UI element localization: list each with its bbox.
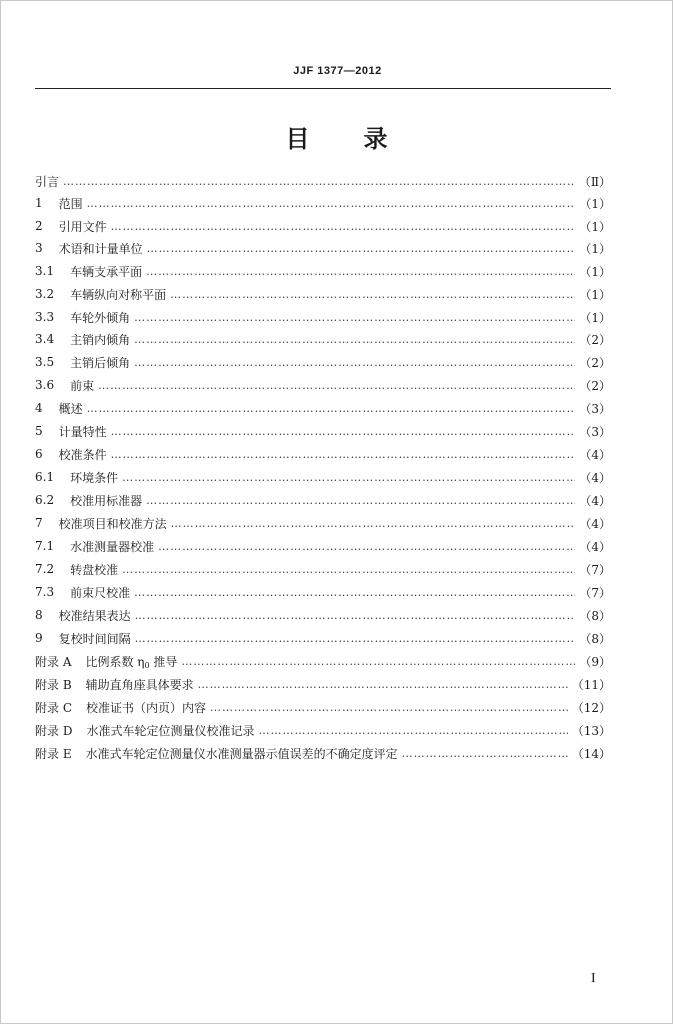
document-code: JJF 1377—2012 — [293, 65, 382, 77]
toc-entry-number: 3.4 — [35, 332, 55, 346]
toc-entry-page: （4） — [579, 493, 611, 508]
dot-leader — [63, 175, 575, 188]
dot-leader — [147, 242, 576, 255]
toc-entry-page: （9） — [579, 654, 611, 669]
toc-entry[interactable] — [35, 307, 611, 327]
toc-entry-number: 7.2 — [35, 562, 55, 576]
toc-entry[interactable] — [35, 193, 611, 213]
toc-entry-title: 范围 — [58, 196, 83, 211]
dot-leader — [170, 288, 575, 301]
toc-entry-title: 辅助直角座具体要求 — [85, 677, 194, 692]
toc-entry-page: （4） — [579, 470, 611, 485]
toc-entry-number: 7 — [35, 516, 43, 530]
dot-leader — [146, 494, 575, 507]
toc-entry-page: （3） — [579, 424, 611, 439]
toc-entry-number: 附录 E — [35, 746, 72, 761]
page-title — [1, 119, 673, 154]
dot-leader — [134, 586, 575, 599]
toc-entry[interactable] — [35, 490, 611, 510]
dot-leader — [98, 379, 575, 392]
dot-leader — [87, 197, 576, 210]
toc-entry-title: 比例系数 $\eta_0$ 推导 — [85, 654, 178, 670]
toc-entry-page: （11） — [571, 677, 611, 692]
toc-entry-number: 6.2 — [35, 493, 55, 507]
toc-entry-number: 6.1 — [35, 470, 55, 484]
toc-entry[interactable] — [35, 605, 611, 625]
toc-entry[interactable] — [35, 536, 611, 556]
dot-leader — [111, 220, 576, 233]
toc-entry-page: （2） — [579, 355, 611, 370]
dot-leader — [134, 333, 575, 346]
toc-entry-number: 7.1 — [35, 539, 55, 553]
toc-entry-title: 校准项目和校准方法 — [58, 516, 167, 531]
toc-entry[interactable] — [35, 444, 611, 464]
toc-entry[interactable] — [35, 171, 611, 191]
toc-entry-page: （1） — [579, 310, 611, 325]
toc-entry-page: （4） — [579, 516, 611, 531]
toc-entry-title: 水准式车轮定位测量仪水准测量器示值误差的不确定度评定 — [85, 746, 398, 761]
header-rule — [35, 88, 611, 89]
toc-entry-page: （8） — [579, 608, 611, 623]
dot-leader — [122, 471, 575, 484]
dot-leader — [134, 311, 575, 324]
toc-entry[interactable] — [35, 284, 611, 304]
toc-entry-title: 复校时间间隔 — [58, 631, 131, 646]
toc-entry-number: 3 — [35, 241, 43, 255]
toc-entry-page: （2） — [579, 332, 611, 347]
page-number: I — [591, 971, 596, 986]
toc-entry-number: 1 — [35, 196, 43, 210]
toc-entry[interactable] — [35, 238, 611, 258]
toc-entry[interactable] — [35, 720, 611, 740]
toc-entry-title: 转盘校准 — [70, 562, 119, 577]
toc-entry-number: 5 — [35, 424, 43, 438]
toc-entry-number: 9 — [35, 631, 43, 645]
toc-entry-title: 校准证书（内页）内容 — [86, 700, 207, 715]
dot-leader — [146, 265, 575, 278]
toc-entry-number: 附录 C — [35, 700, 72, 715]
toc-entry[interactable] — [35, 398, 611, 418]
toc-entry-number: 3.1 — [35, 264, 55, 278]
toc-entry-title: 车轮外倾角 — [70, 310, 131, 325]
toc-entry-page: （1） — [579, 264, 611, 279]
toc-entry[interactable] — [35, 261, 611, 281]
toc-entry-page: （1） — [579, 241, 611, 256]
dot-leader — [122, 563, 575, 576]
toc-entry-title: 引言 — [35, 174, 60, 189]
dot-leader — [111, 448, 576, 461]
toc-entry-number: 附录 A — [35, 654, 72, 669]
toc-entry-title: 水准式车轮定位测量仪校准记录 — [86, 723, 255, 738]
toc-entry[interactable] — [35, 216, 611, 236]
toc-entry-number: 附录 B — [35, 677, 72, 692]
toc-entry[interactable] — [35, 559, 611, 579]
toc-entry-title: 术语和计量单位 — [58, 241, 143, 256]
toc-entry-title: 前束 — [70, 378, 95, 393]
toc-entry-page: （1） — [579, 196, 611, 211]
toc-entry-title: 概述 — [58, 401, 83, 416]
toc-entry[interactable] — [35, 628, 611, 648]
toc-entry-number: 2 — [35, 219, 43, 233]
toc-entry-title: 引用文件 — [58, 219, 107, 234]
toc-entry-title: 环境条件 — [70, 470, 119, 485]
toc-entry-title: 校准结果表达 — [58, 608, 131, 623]
toc-entry-number: 4 — [35, 401, 43, 415]
toc-entry-number: 8 — [35, 608, 43, 622]
toc-entry-page: （Ⅱ） — [578, 174, 611, 189]
dot-leader — [135, 632, 576, 645]
toc-entry-page: （8） — [579, 631, 611, 646]
toc-entry-page: （3） — [579, 401, 611, 416]
toc-entry-page: （14） — [571, 746, 611, 761]
toc-entry-title: 车辆支承平面 — [70, 264, 143, 279]
toc-entry-page: （1） — [579, 287, 611, 302]
toc-entry-title: 主销后倾角 — [70, 355, 131, 370]
toc-entry-title: 前束尺校准 — [70, 585, 131, 600]
toc-entry[interactable] — [35, 651, 611, 671]
toc-entry-number: 3.5 — [35, 355, 55, 369]
toc-entry[interactable] — [35, 467, 611, 487]
title-char-1: 目 — [285, 125, 312, 153]
toc-entry-title: 水准测量器校准 — [70, 539, 155, 554]
toc-entry[interactable] — [35, 743, 611, 763]
toc-entry-page: （13） — [571, 723, 611, 738]
toc-entry[interactable] — [35, 421, 611, 441]
dot-leader — [171, 517, 576, 530]
toc-entry-title: 校准条件 — [58, 447, 107, 462]
dot-leader — [134, 356, 575, 369]
toc-entry[interactable] — [35, 375, 611, 395]
toc-entry-number: 7.3 — [35, 585, 55, 599]
dot-leader — [181, 655, 575, 668]
toc-entry-number: 6 — [35, 447, 43, 461]
toc-entry-title: 计量特性 — [58, 424, 107, 439]
title-char-2: 录 — [363, 125, 390, 153]
toc-entry[interactable] — [35, 582, 611, 602]
toc-entry[interactable] — [35, 674, 611, 694]
toc-entry-number: 3.6 — [35, 378, 55, 392]
toc-entry-title: 车辆纵向对称平面 — [70, 287, 167, 302]
dot-leader — [158, 540, 575, 553]
dot-leader — [135, 609, 576, 622]
toc-entry[interactable] — [35, 697, 611, 717]
dot-leader — [198, 678, 568, 691]
toc-entry-page: （7） — [579, 562, 611, 577]
toc-entry-page: （12） — [571, 700, 611, 715]
toc-entry-title: 校准用标准器 — [70, 493, 143, 508]
toc-entry[interactable] — [35, 352, 611, 372]
toc-entry[interactable] — [35, 513, 611, 533]
toc-entry-page: （1） — [579, 219, 611, 234]
toc-entry-title: 主销内倾角 — [70, 332, 131, 347]
toc-entry-page: （4） — [579, 447, 611, 462]
toc-entry-page: （7） — [579, 585, 611, 600]
dot-leader — [402, 747, 568, 760]
dot-leader — [87, 402, 576, 415]
toc-entry[interactable] — [35, 329, 611, 349]
dot-leader — [210, 701, 568, 714]
dot-leader — [111, 425, 576, 438]
toc-entry-number: 3.2 — [35, 287, 55, 301]
toc-entry-subscript: 0 — [144, 660, 150, 670]
toc-entry-page: （4） — [579, 539, 611, 554]
dot-leader — [258, 724, 567, 737]
toc-entry-number: 3.3 — [35, 310, 55, 324]
toc-entry-number: 附录 D — [35, 723, 73, 738]
toc-entry-page: （2） — [579, 378, 611, 393]
